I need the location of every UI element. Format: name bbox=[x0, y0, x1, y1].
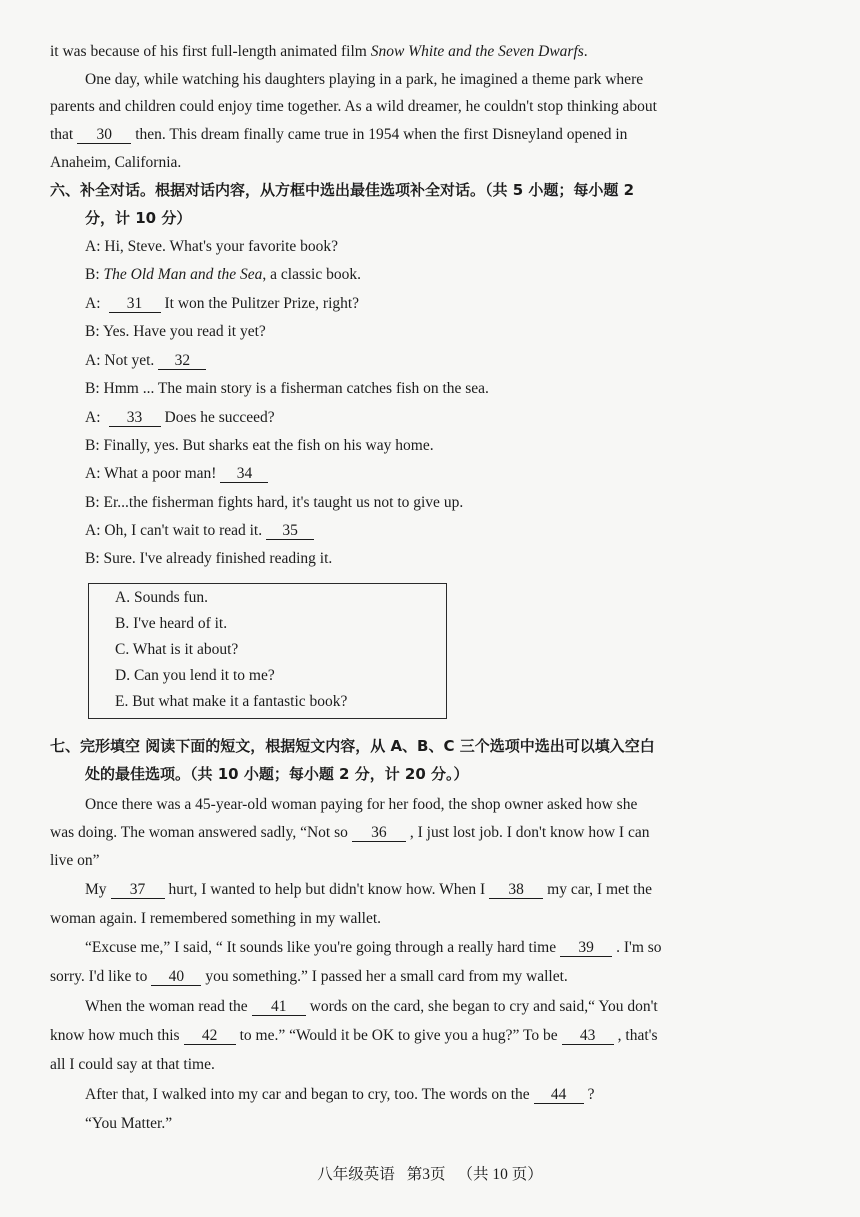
dialogue-line-6: B: Hmm ... The main story is a fisherman catches fish on the sea. bbox=[85, 380, 489, 397]
options-box bbox=[88, 583, 447, 719]
cloze-p1-line-1: Once there was a 45-year-old woman paying for her food, the shop owner asked how she bbox=[85, 796, 638, 813]
disney-line-4: Anaheim, California. bbox=[50, 154, 182, 171]
disney-line-3-start: that bbox=[50, 126, 74, 143]
cloze-text: sorry. I'd like to bbox=[50, 968, 148, 985]
cloze-p6-line-1: “You Matter.” bbox=[85, 1115, 173, 1132]
cloze-p4-line-3: all I could say at that time. bbox=[50, 1056, 215, 1073]
dialogue-text: It won the Pulitzer Prize, right? bbox=[164, 295, 360, 312]
cloze-text: “Excuse me,” I said, “ It sounds like you're going through a really hard time bbox=[85, 939, 557, 956]
dialogue-line-2 bbox=[85, 265, 775, 285]
blank-34: 34 bbox=[220, 466, 268, 483]
cloze-text: My bbox=[85, 881, 107, 898]
dialogue-text: Does he succeed? bbox=[164, 409, 275, 426]
cloze-text: was doing. The woman answered sadly, “Not so bbox=[50, 824, 348, 841]
option-d: D. Can you lend it to me? bbox=[115, 667, 275, 684]
option-e: E. But what make it a fantastic book? bbox=[115, 693, 348, 710]
disney-line-3 bbox=[50, 125, 740, 145]
footer-total: （共 10 页） bbox=[457, 1166, 543, 1183]
dialogue-line-1: A: Hi, Steve. What's your favorite book? bbox=[85, 238, 339, 255]
blank-32: 32 bbox=[158, 353, 206, 370]
footer-page: 第3页 bbox=[406, 1166, 446, 1183]
dialogue-text: A: Oh, I can't wait to read it. bbox=[85, 522, 263, 539]
cloze-p3-line-1 bbox=[85, 938, 775, 958]
cloze-p2-line-1 bbox=[85, 880, 775, 900]
blank-30: 30 bbox=[77, 127, 131, 144]
disney-line-3-end: then. This dream finally came true in 1954 when the first Disneyland opened in bbox=[135, 126, 628, 143]
cloze-text: When the woman read the bbox=[85, 998, 248, 1015]
dialogue-line-9 bbox=[85, 464, 775, 484]
cloze-p4-line-1 bbox=[85, 997, 775, 1017]
cloze-text: you something.” I passed her a small card from my wallet. bbox=[205, 968, 568, 985]
intro-end-line bbox=[50, 42, 740, 62]
blank-38: 38 bbox=[489, 882, 543, 899]
section-6-title: 六、补全对话。根据对话内容，从方框中选出最佳选项补全对话。（共 5 小题；每小题 2 bbox=[50, 181, 635, 199]
cloze-p1-line-3: live on” bbox=[50, 852, 100, 869]
cloze-p5-line-1 bbox=[85, 1085, 775, 1105]
dialogue-text: , a classic book. bbox=[262, 266, 361, 283]
blank-36: 36 bbox=[352, 825, 406, 842]
blank-41: 41 bbox=[252, 999, 306, 1016]
blank-42: 42 bbox=[184, 1028, 236, 1045]
cloze-p4-line-2 bbox=[50, 1026, 740, 1046]
cloze-p1-line-2 bbox=[50, 823, 740, 843]
dialogue-line-5 bbox=[85, 351, 775, 371]
cloze-text: , that's bbox=[617, 1027, 658, 1044]
dialogue-line-10: B: Er...the fisherman fights hard, it's taught us not to give up. bbox=[85, 494, 464, 511]
option-b: B. I've heard of it. bbox=[115, 615, 228, 632]
speaker-a: A: bbox=[85, 409, 101, 426]
disney-line-2: parents and children could enjoy time together. As a wild dreamer, he couldn't stop thinking about bbox=[50, 98, 657, 115]
dialogue-line-8: B: Finally, yes. But sharks eat the fish on his way home. bbox=[85, 437, 434, 454]
book-title: The Old Man and the Sea bbox=[103, 266, 263, 283]
cloze-text: to me.” “Would it be OK to give you a hug?” To be bbox=[239, 1027, 558, 1044]
option-a: A. Sounds fun. bbox=[115, 589, 209, 606]
page-footer bbox=[0, 1162, 860, 1184]
speaker-b: B: bbox=[85, 266, 104, 283]
blank-35: 35 bbox=[266, 523, 314, 540]
speaker-a: A: bbox=[85, 295, 101, 312]
blank-33: 33 bbox=[109, 410, 161, 427]
dialogue-line-7 bbox=[85, 408, 775, 428]
intro-period: . bbox=[583, 43, 588, 60]
cloze-text: After that, I walked into my car and began to cry, too. The words on the bbox=[85, 1086, 530, 1103]
cloze-text: words on the card, she began to cry and said,“ You don't bbox=[309, 998, 658, 1015]
film-title: Snow White and the Seven Dwarfs bbox=[370, 43, 584, 60]
dialogue-line-4: B: Yes. Have you read it yet? bbox=[85, 323, 266, 340]
cloze-text: ? bbox=[587, 1086, 595, 1103]
disney-line-1: One day, while watching his daughters playing in a park, he imagined a theme park where bbox=[85, 71, 644, 88]
cloze-text: , I just lost job. I don't know how I can bbox=[409, 824, 650, 841]
blank-43: 43 bbox=[562, 1028, 614, 1045]
footer-subject: 八年级英语 bbox=[317, 1166, 395, 1183]
blank-39: 39 bbox=[560, 940, 612, 957]
option-c: C. What is it about? bbox=[115, 641, 239, 658]
cloze-text: hurt, I wanted to help but didn't know how. When I bbox=[168, 881, 486, 898]
blank-37: 37 bbox=[111, 882, 165, 899]
intro-text: it was because of his first full-length animated film bbox=[50, 43, 371, 60]
dialogue-text: A: Not yet. bbox=[85, 352, 155, 369]
blank-31: 31 bbox=[109, 296, 161, 313]
cloze-p2-line-2: woman again. I remembered something in my wallet. bbox=[50, 910, 382, 927]
section-7-title: 七、完形填空 阅读下面的短文，根据短文内容，从 A、B、C 三个选项中选出可以填入空白 bbox=[50, 737, 655, 755]
dialogue-line-12: B: Sure. I've already finished reading it. bbox=[85, 550, 333, 567]
section-6-title-2: 分，计 10 分） bbox=[85, 209, 192, 227]
blank-40: 40 bbox=[151, 969, 201, 986]
cloze-text: . I'm so bbox=[616, 939, 662, 956]
cloze-text: my car, I met the bbox=[547, 881, 652, 898]
blank-44: 44 bbox=[534, 1087, 584, 1104]
section-7-title-2: 处的最佳选项。（共 10 小题；每小题 2 分，计 20 分。） bbox=[85, 765, 469, 783]
cloze-text: know how much this bbox=[50, 1027, 180, 1044]
dialogue-line-3 bbox=[85, 294, 775, 314]
cloze-p3-line-2 bbox=[50, 967, 740, 987]
dialogue-text: A: What a poor man! bbox=[85, 465, 217, 482]
dialogue-line-11 bbox=[85, 521, 775, 541]
